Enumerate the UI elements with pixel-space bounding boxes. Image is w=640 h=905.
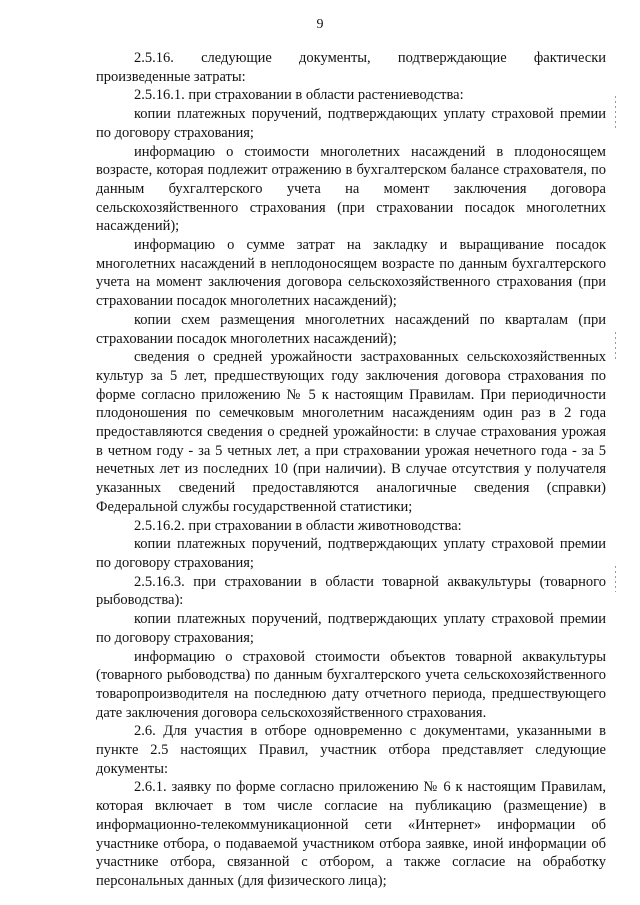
paragraph-planting-schemes: копии схем размещения многолетних насаждений по кварталам (при страховании посадок многолетних насаждений); (96, 311, 606, 347)
page-number: 9 (316, 17, 324, 32)
paragraph-payment-copies-livestock: копии платежных поручений, подтверждающих уплату страховой премии по договору страхования; (96, 536, 606, 571)
paragraph-average-yield: сведения о средней урожайности застрахованных сельскохозяйственных культур за 5 лет, предшествующих году заключения договора страхования по форме согласно приложению № 5 к настоящим Правилам. При периодичности плодоношения по семечковым многолетним насаждениям один раз в 2 года предоставляются сведения о средней урожайности: в случае страхования урожая в четном году - за 5 четных лет, а при страховании урожая нечетного года - за 5 нечетных лет из последних 10 (при наличии). В случае отсутствия у получателя указанных сведений предоставляются аналогичные сведения (справки) Федеральной службы государственной статистики; (96, 349, 606, 515)
scan-artifact-line (615, 566, 616, 592)
paragraph-payment-copies-crops: копии платежных поручений, подтверждающих уплату страховой премии по договору страхования; (96, 106, 606, 141)
paragraph-2-5-16-2: 2.5.16.2. при страховании в области животноводства: (134, 517, 462, 534)
paragraph-fruiting-plantings-cost: информацию о стоимости многолетних насаждений в плодоносящем возрасте, которая подлежит отражению в бухгалтерском балансе страхователя, по данным бухгалтерского учета на момент заключения договора сельскохозяйственного страхования (при страховании посадок многолетних насаждений); (96, 143, 606, 235)
paragraph-non-fruiting-plantings-cost: информацию о сумме затрат на закладку и выращивание посадок многолетних насаждений в неплодоносящем возрасте по данным бухгалтерского учета на момент заключения договора сельскохозяйственного страхования (при страховании посадок многолетних насаждений); (96, 237, 606, 310)
paragraph-2-6: 2.6. Для участия в отборе одновременно с документами, указанными в пункте 2.5 настоящих Правил, участник отбора представляет следующие документы: (96, 723, 606, 777)
paragraph-2-5-16-3: 2.5.16.3. при страховании в области товарной аквакультуры (товарного рыбоводства): (96, 573, 606, 609)
paragraph-2-5-16: 2.5.16. следующие документы, подтверждающие фактически произведенные затраты: (96, 50, 606, 85)
scan-artifact-line (615, 332, 616, 362)
document-body (96, 49, 606, 891)
paragraph-aquaculture-value: информацию о страховой стоимости объектов товарной аквакультуры (товарного рыбоводства) по данным бухгалтерского учета сельскохозяйственного товаропроизводителя на последнюю дату отчетного периода, предшествующего дате заключения договора сельскохозяйственного страхования. (96, 648, 606, 721)
scan-artifact-line (615, 96, 616, 130)
paragraph-payment-copies-aquaculture: копии платежных поручений, подтверждающих уплату страховой премии по договору страхования; (96, 611, 606, 646)
paragraph-2-5-16-1: 2.5.16.1. при страховании в области растениеводства: (134, 87, 464, 104)
paragraph-2-6-1: 2.6.1. заявку по форме согласно приложению № 6 к настоящим Правилам, которая включает в том числе согласие на публикацию (размещение) в информационно-телекоммуникационной сети «Интернет» информации об участнике отбора, о подаваемой участником отбора заявке, иной информации об участнике отбора, связанной с отбором, а также согласие на обработку персональных данных (для физического лица); (96, 779, 606, 889)
